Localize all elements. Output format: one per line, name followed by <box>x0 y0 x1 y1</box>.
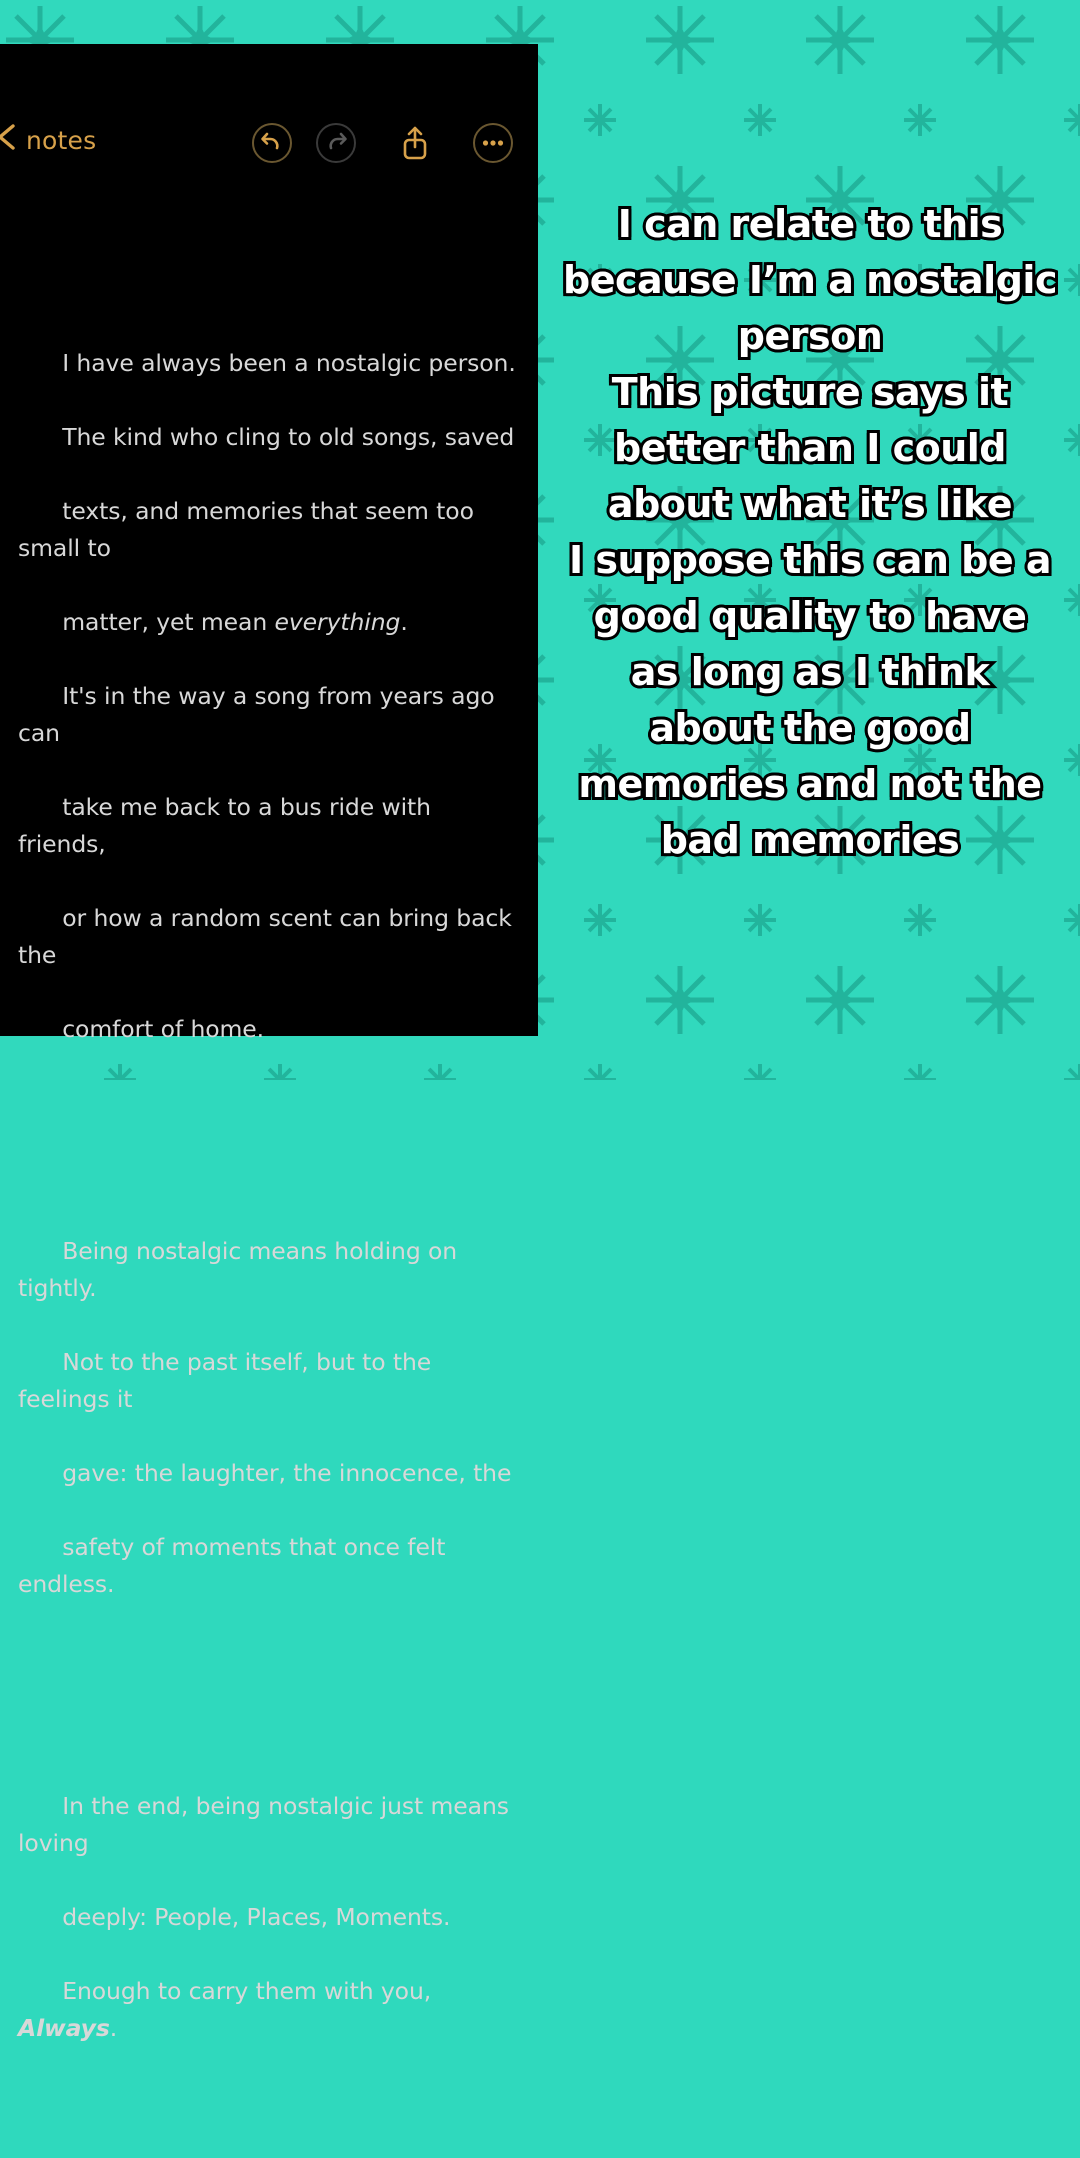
caption-line: I suppose this can be a <box>568 538 1052 582</box>
note-line: Not to the past itself, but to the feelings it <box>18 1348 439 1413</box>
caption-line: about what it’s like <box>607 482 1013 526</box>
caption-line: person <box>737 314 883 358</box>
note-line: The kind who cling to old songs, saved <box>62 423 515 451</box>
caption-line: as long as I think <box>630 650 990 694</box>
share-icon[interactable] <box>394 122 436 164</box>
caption-line: memories and not the <box>578 762 1042 806</box>
note-paragraph <box>18 308 518 1085</box>
note-line: texts, and memories that seem too small to <box>18 497 482 562</box>
caption-line: about the good <box>649 706 971 750</box>
note-paragraph <box>18 1196 518 1640</box>
notes-toolbar <box>0 44 538 154</box>
note-line: matter, yet mean everything. <box>62 608 408 636</box>
caption-line: bad memories <box>660 818 960 862</box>
redo-icon <box>315 122 357 164</box>
note-line: I have always been a nostalgic person. <box>62 349 516 377</box>
note-emphasis: Always <box>18 2014 110 2042</box>
note-line: It's in the way a song from years ago can <box>18 682 502 747</box>
caption-line: I can relate to this <box>617 202 1003 246</box>
undo-icon[interactable] <box>251 122 293 164</box>
note-line: safety of moments that once felt endless. <box>18 1533 453 1598</box>
note-paragraph <box>18 1751 518 2084</box>
note-emphasis: everything <box>274 608 401 636</box>
note-line: comfort of home. <box>62 1015 265 1043</box>
caption-line: good quality to have <box>593 594 1027 638</box>
more-options-icon[interactable] <box>472 122 514 164</box>
note-line: Being nostalgic means holding on tightly. <box>18 1237 465 1302</box>
note-line: gave: the laughter, the innocence, the <box>62 1459 512 1487</box>
caption-overlay <box>548 196 1072 868</box>
back-button-label[interactable]: notes <box>26 126 97 155</box>
caption-line: because I’m a nostalgic <box>563 258 1057 302</box>
note-line: In the end, being nostalgic just means loving <box>18 1792 517 1857</box>
note-line: take me back to a bus ride with friends, <box>18 793 439 858</box>
caption-line: This picture says it <box>611 370 1009 414</box>
notes-app-screenshot <box>0 44 538 2042</box>
note-line: or how a random scent can bring back the <box>18 904 520 969</box>
note-body[interactable] <box>18 234 518 2158</box>
note-line: Enough to carry them with you, Always. <box>18 1977 439 2042</box>
chevron-left-icon[interactable] <box>0 122 20 148</box>
caption-line: better than I could <box>614 426 1006 470</box>
note-line: deeply: People, Places, Moments. <box>62 1903 451 1931</box>
